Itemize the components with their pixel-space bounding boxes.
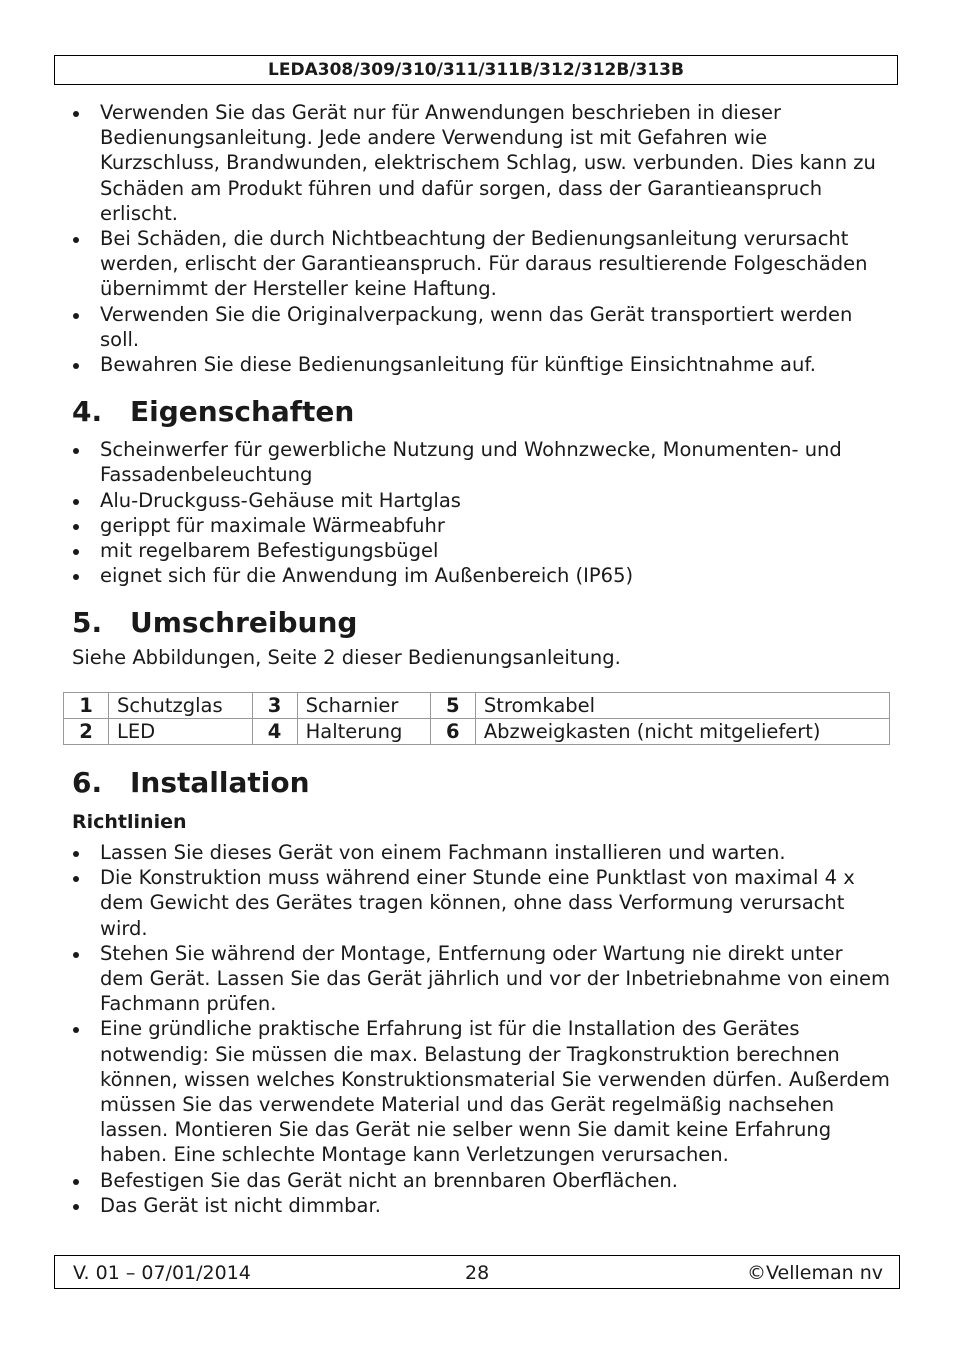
part-number: 2	[64, 719, 109, 745]
list-item: Lassen Sie dieses Gerät von einem Fachmann installieren und warten.	[72, 840, 892, 865]
document-footer	[54, 1255, 900, 1289]
document-header	[54, 55, 898, 85]
part-number: 3	[252, 693, 297, 719]
part-number: 6	[430, 719, 475, 745]
list-item: Die Konstruktion muss während einer Stunde eine Punktlast von maximal 4 x dem Gewicht des Gerätes tragen können, ohne dass Verformung verursacht wird.	[72, 865, 892, 941]
section-number: 6.	[72, 766, 103, 799]
section-4-heading	[72, 395, 892, 429]
list-item: Bewahren Sie diese Bedienungsanleitung für künftige Einsichtnahme auf.	[72, 352, 892, 377]
list-item: Verwenden Sie das Gerät nur für Anwendungen beschrieben in dieser Bedienungsanleitung. Jede andere Verwendung ist mit Gefahren wie Kurzschluss, Brandwunden, elektrischem Schlag, usw. verbunden. Dies kann zu Schäden am Produkt führen und dafür sorgen, dass der Garantieanspruch erlischt.	[72, 100, 892, 226]
footer-page-number: 28	[465, 1262, 490, 1284]
part-label: Abzweigkasten (nicht mitgeliefert)	[475, 719, 889, 745]
part-label: Stromkabel	[475, 693, 889, 719]
table-row	[64, 693, 890, 719]
intro-bullet-list	[72, 100, 892, 377]
subsection-title: Richtlinien	[72, 811, 187, 833]
part-number: 5	[430, 693, 475, 719]
list-item: Scheinwerfer für gewerbliche Nutzung und Wohnzwecke, Monumenten- und Fassadenbeleuchtung	[72, 437, 892, 487]
features-bullet-list	[72, 437, 892, 588]
section-title: Eigenschaften	[130, 395, 355, 429]
list-item: Bei Schäden, die durch Nichtbeachtung der Bedienungsanleitung verursacht werden, erlischt der Garantieanspruch. Für daraus resultierende Folgeschäden übernimmt der Hersteller keine Haftung.	[72, 226, 892, 302]
header-title: LEDA308/309/310/311/311B/312/312B/313B	[268, 60, 684, 80]
part-label: Schutzglas	[109, 693, 253, 719]
installation-bullet-list	[72, 840, 892, 1218]
list-item: mit regelbarem Befestigungsbügel	[72, 538, 892, 563]
part-label: Scharnier	[297, 693, 430, 719]
section-title: Installation	[130, 766, 310, 799]
section-title: Umschreibung	[130, 606, 358, 640]
list-item: eignet sich für die Anwendung im Außenbereich (IP65)	[72, 563, 892, 588]
section-5-text: Siehe Abbildungen, Seite 2 dieser Bedienungsanleitung.	[72, 646, 621, 670]
installation-section	[72, 766, 892, 1218]
table-row	[64, 719, 890, 745]
list-item: gerippt für maximale Wärmeabfuhr	[72, 513, 892, 538]
list-item: Befestigen Sie das Gerät nicht an brennbaren Oberflächen.	[72, 1168, 892, 1193]
page-content	[72, 100, 892, 670]
footer-copyright: ©Velleman nv	[747, 1262, 883, 1284]
section-5-heading	[72, 606, 892, 640]
footer-version: V. 01 – 07/01/2014	[73, 1262, 251, 1284]
part-number: 1	[64, 693, 109, 719]
list-item: Eine gründliche praktische Erfahrung ist für die Installation des Gerätes notwendig: Sie müssen die max. Belastung der Tragkonstruktion berechnen können, wissen welches Konstruktionsmaterial Sie verwenden dürfen. Außerdem müssen Sie das verwendete Material und das Gerät regelmäßig nachsehen lassen. Montieren Sie das Gerät nie selber wenn Sie damit keine Erfahrung haben. Eine schlechte Montage kann Verletzungen verursachen.	[72, 1016, 892, 1167]
part-label: LED	[109, 719, 253, 745]
list-item: Alu-Druckguss-Gehäuse mit Hartglas	[72, 488, 892, 513]
part-label: Halterung	[297, 719, 430, 745]
part-number: 4	[252, 719, 297, 745]
section-number: 4.	[72, 395, 103, 429]
section-6-heading	[72, 766, 892, 800]
section-number: 5.	[72, 606, 103, 640]
list-item: Stehen Sie während der Montage, Entfernung oder Wartung nie direkt unter dem Gerät. Lassen Sie das Gerät jährlich und vor der Inbetriebnahme von einem Fachmann prüfen.	[72, 941, 892, 1017]
list-item: Das Gerät ist nicht dimmbar.	[72, 1193, 892, 1218]
list-item: Verwenden Sie die Originalverpackung, wenn das Gerät transportiert werden soll.	[72, 302, 892, 352]
parts-table	[63, 692, 890, 745]
